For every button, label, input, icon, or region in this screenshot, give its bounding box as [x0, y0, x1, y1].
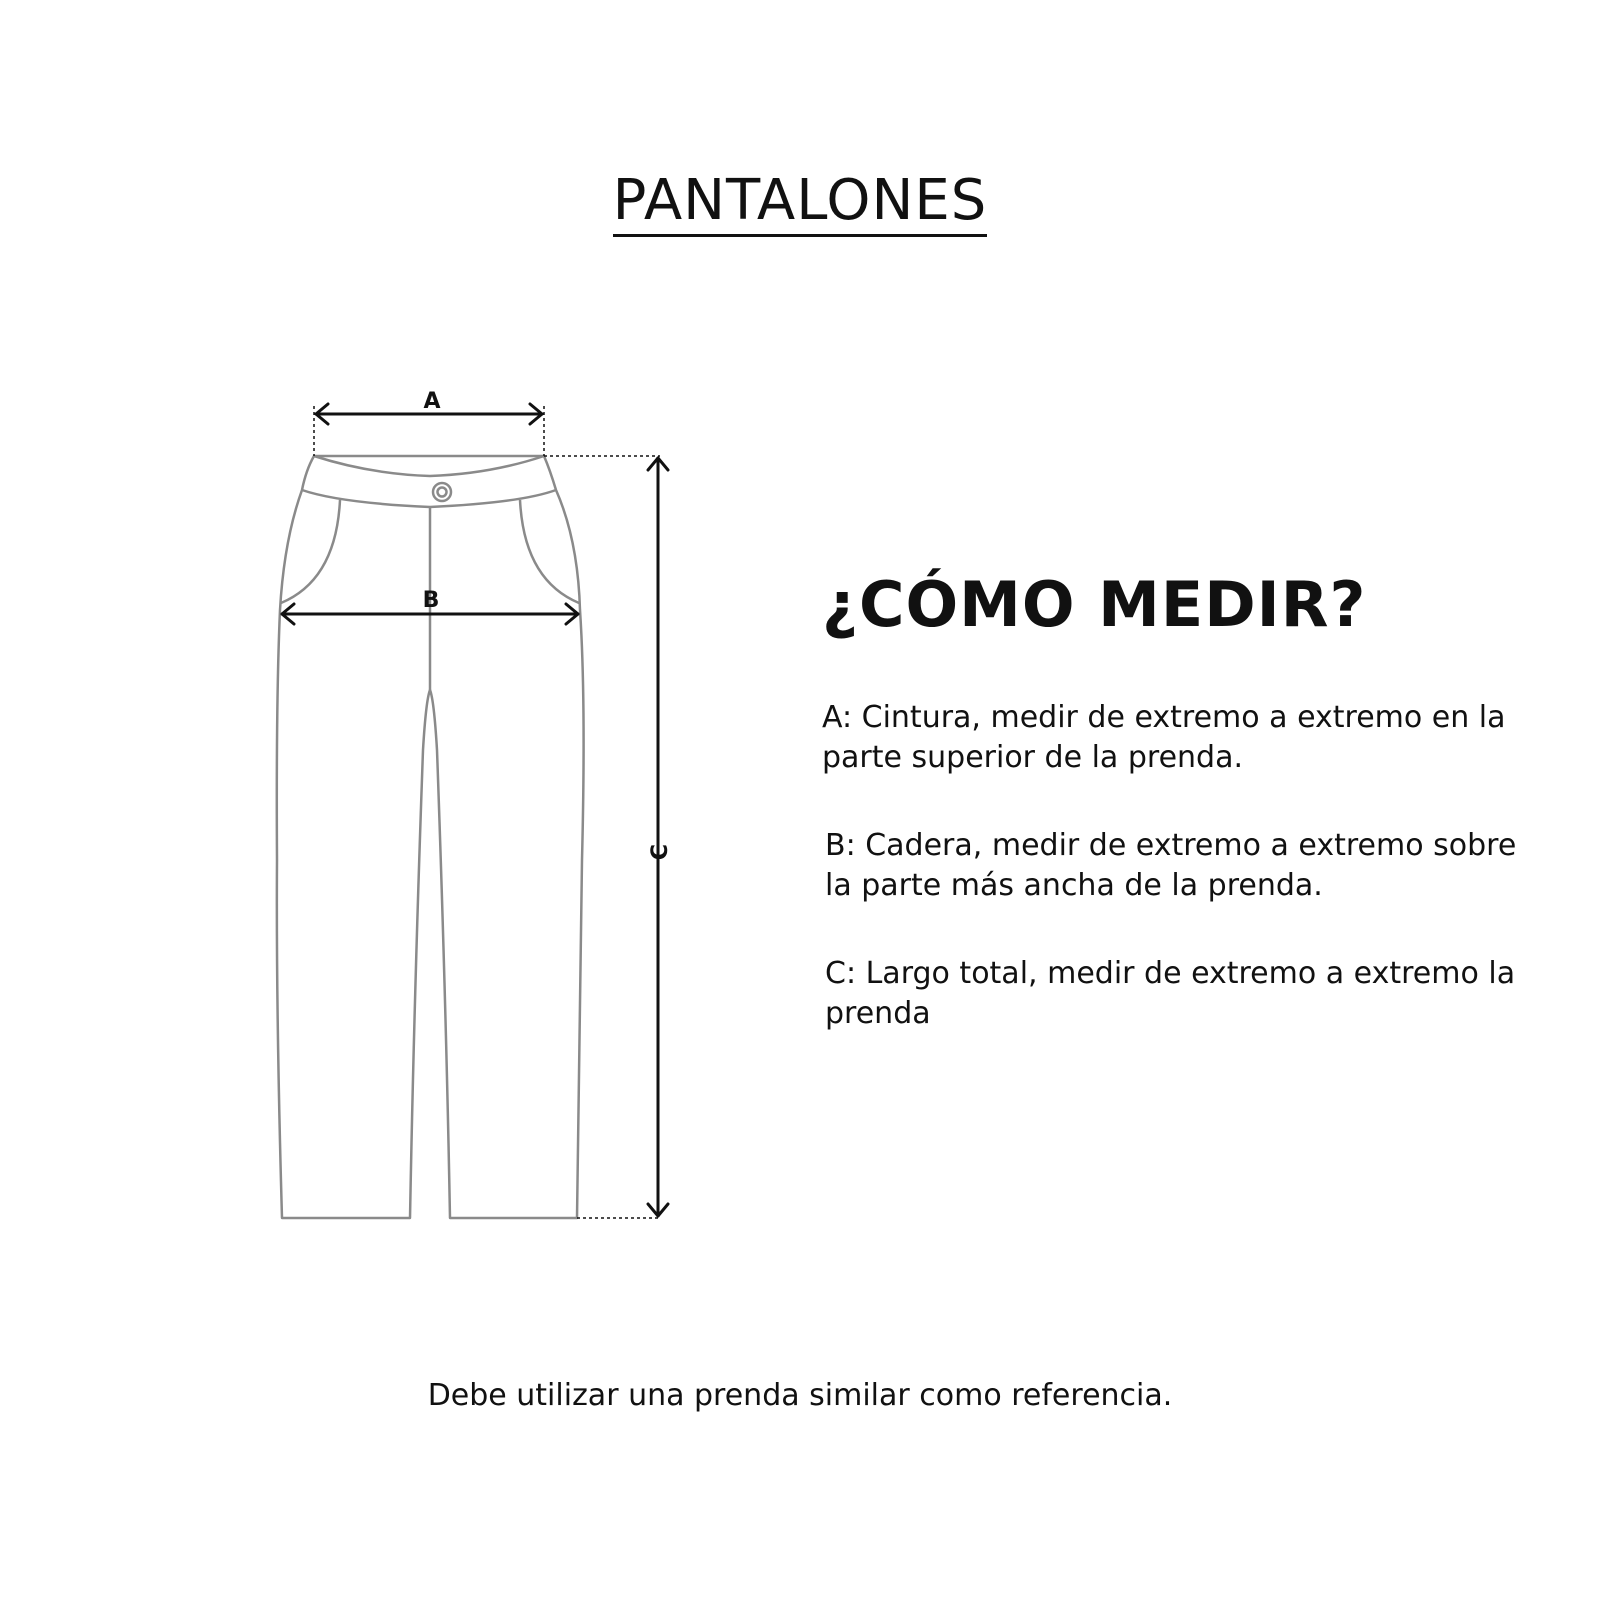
button-inner: [438, 488, 447, 497]
label-a: A: [423, 389, 441, 414]
waistband-top-curve: [314, 456, 544, 476]
button-outer: [433, 483, 451, 501]
instruction-a: A: Cintura, medir de extremo a extremo en la parte superior de la prenda.: [822, 700, 1506, 775]
right-pocket: [520, 500, 579, 603]
left-pocket: [281, 500, 340, 603]
instruction-c: C: Largo total, medir de extremo a extremo la prenda: [825, 956, 1516, 1031]
arrow-c: [648, 458, 668, 1216]
pants-outline: [277, 456, 584, 1218]
measurement-guides: [314, 406, 660, 1218]
how-to-measure-heading: ¿CÓMO MEDIR?: [822, 568, 1367, 641]
page-title-text: PANTALONES: [613, 170, 988, 237]
measurement-arrows: [282, 404, 668, 1216]
label-c: C: [648, 843, 673, 861]
reference-note: Debe utilizar una prenda similar como referencia.: [427, 1378, 1173, 1413]
label-b: B: [422, 588, 440, 613]
instruction-b: B: Cadera, medir de extremo a extremo sobre la parte más ancha de la prenda.: [825, 828, 1517, 903]
